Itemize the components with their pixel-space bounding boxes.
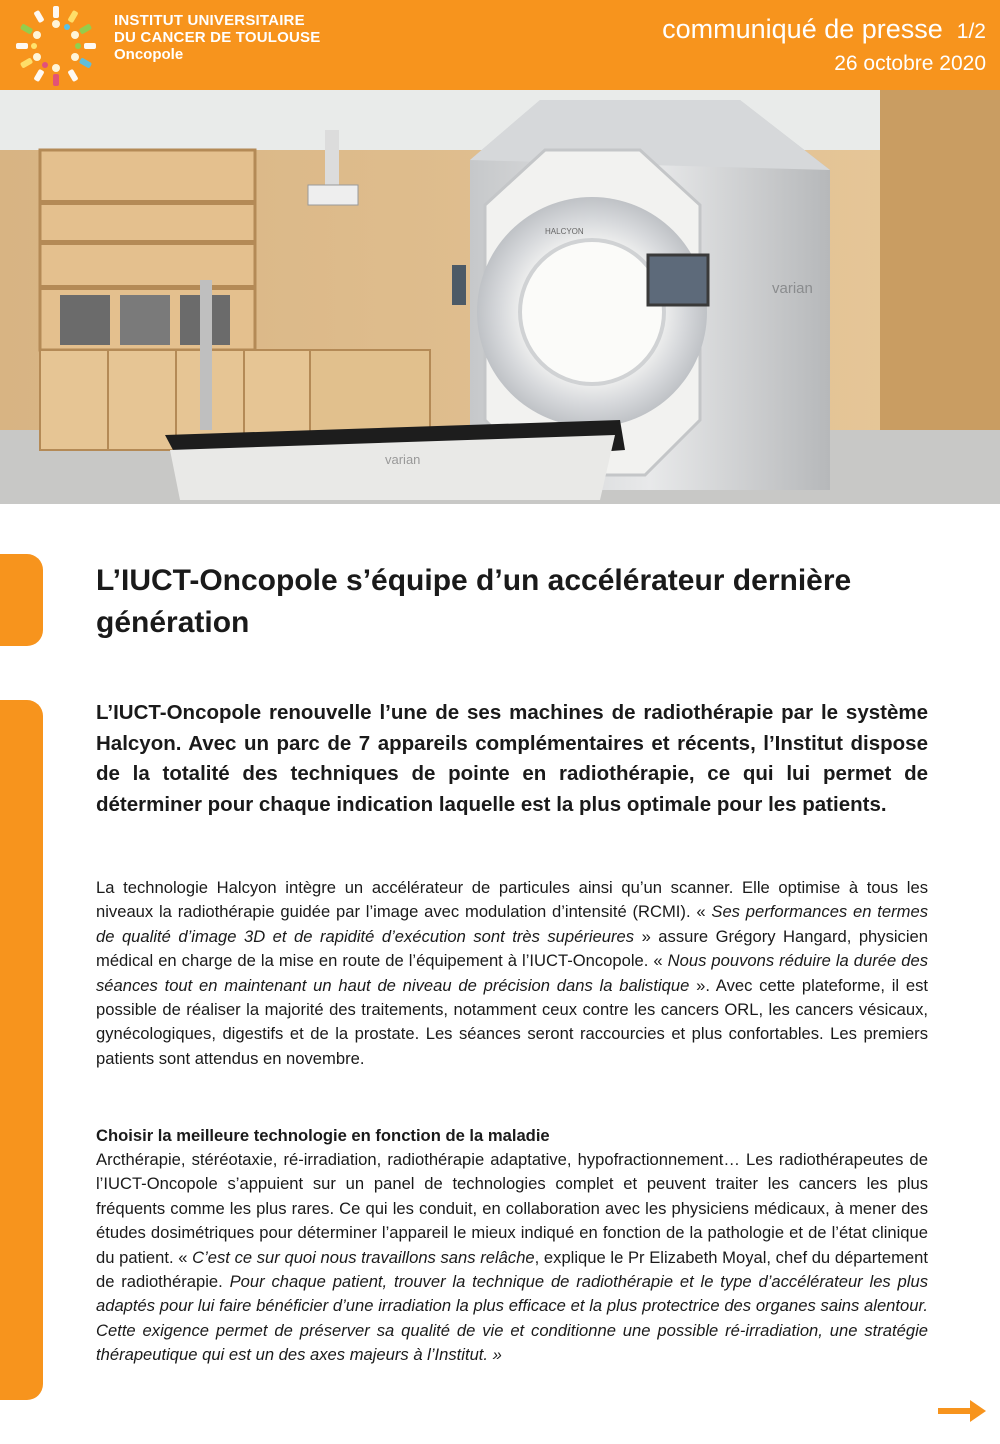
logo-line-1: INSTITUT UNIVERSITAIRE: [114, 12, 305, 29]
page-number: 1/2: [956, 20, 986, 43]
logo-sunburst-icon: [14, 4, 98, 88]
p1-text-c: ». Avec cette plateforme, il est possible de réaliser la majorité des traitements, notamment ceux contre les cancers ORL, les cancers vésicaux, gynécologiques, digestifs et de la prostate. Les séances seront raccourcies et plus confortables. Les premiers patients sont attendus en novembre.: [96, 975, 928, 1068]
p2-quote-1: C’est ce sur quoi nous travaillons sans relâche: [192, 1247, 535, 1267]
section-subheading: Choisir la meilleure technologie en fonction de la maladie: [96, 1126, 550, 1145]
machine-brand-label: varian: [772, 280, 813, 297]
machine-model-label: HALCYON: [545, 227, 584, 236]
article-headline: L’IUCT-Oncopole s’équipe d’un accélérateur dernière génération: [96, 564, 852, 639]
p1-quote-1: Ses performances en termes de qualité d’image 3D et de rapidité d’exécution sont très supérieures: [96, 902, 929, 946]
header-meta: [662, 12, 986, 79]
side-accent-tab-1: [0, 554, 43, 646]
logo-line-2: DU CANCER DE TOULOUSE: [114, 29, 321, 46]
p2-text-a: Arcthérapie, stéréotaxie, ré-irradiation, radiothérapie adaptative, hypofractionnement… Les radiothérapeutes de l’IUCT-Oncopole s’appuient sur un panel de technologies complet et peuvent traiter les cancers les plus fréquents comme les plus rares. Ce qui les conduit, en collaboration avec les physiciens médicaux, à mener des études dosimétriques pour déterminer l’appareil le mieux indiqué en fonction de la pathologie et de l’état clinique du patient. «: [96, 1150, 928, 1267]
table-brand-label: varian: [385, 452, 421, 467]
side-accent-tab-2: [0, 700, 43, 1400]
logo-subtitle: Oncopole: [114, 46, 184, 63]
p2-quote-2: Pour chaque patient, trouver la technique de radiothérapie et le type d’accélérateur les plus adaptés pour lui faire bénéficier d’une irradiation la plus efficace et la plus protectrice des organes sains alentour. Cette exigence permet de préserver sa qualité de vie et conditionne une possible ré-irradiation, une stratégie thérapeutique qui est un des axes majeurs à l’Institut. »: [96, 1272, 928, 1365]
logo-text: [114, 12, 320, 64]
p1-text-a: La technologie Halcyon intègre un accélérateur de particules ainsi qu’un scanner. Elle optimise à tous les niveaux la radiothérapie guidée par l’image avec modulation d’intensité (RCMI). «: [96, 878, 928, 922]
publication-date: 26 octobre 2020: [834, 52, 986, 75]
page-header: [0, 0, 1000, 90]
article-lead: L’IUCT-Oncopole renouvelle l’une de ses machines de radiothérapie par le système Halcyon. Avec un parc de 7 appareils complémentaires et récents, l’Institut dispose de la totalité des techniques de pointe en radiothérapie, ce qui lui permet de déterminer pour chaque indication laquelle est la plus optimale pour les patients.: [96, 701, 928, 816]
arrow-right-icon[interactable]: [938, 1400, 986, 1422]
article-paragraph-1: [96, 876, 928, 1071]
p1-quote-2: Nous pouvons réduire la durée des séances tout en maintenant un haut de niveau de précision dans la balistique: [96, 951, 929, 995]
radiotherapy-room-illustration: [0, 90, 1000, 504]
doc-type: communiqué de presse: [662, 14, 943, 44]
p1-text-b: » assure Grégory Hangard, physicien médical en charge de la mise en route de l’équipement à l’IUCT-Oncopole. «: [96, 926, 928, 971]
p2-text-b: , explique le Pr Elizabeth Moyal, chef du département de radiothérapie.: [96, 1247, 928, 1292]
doc-type-line: [662, 12, 986, 49]
hero-photo: [0, 90, 1000, 504]
article-paragraph-2: [96, 1148, 928, 1368]
